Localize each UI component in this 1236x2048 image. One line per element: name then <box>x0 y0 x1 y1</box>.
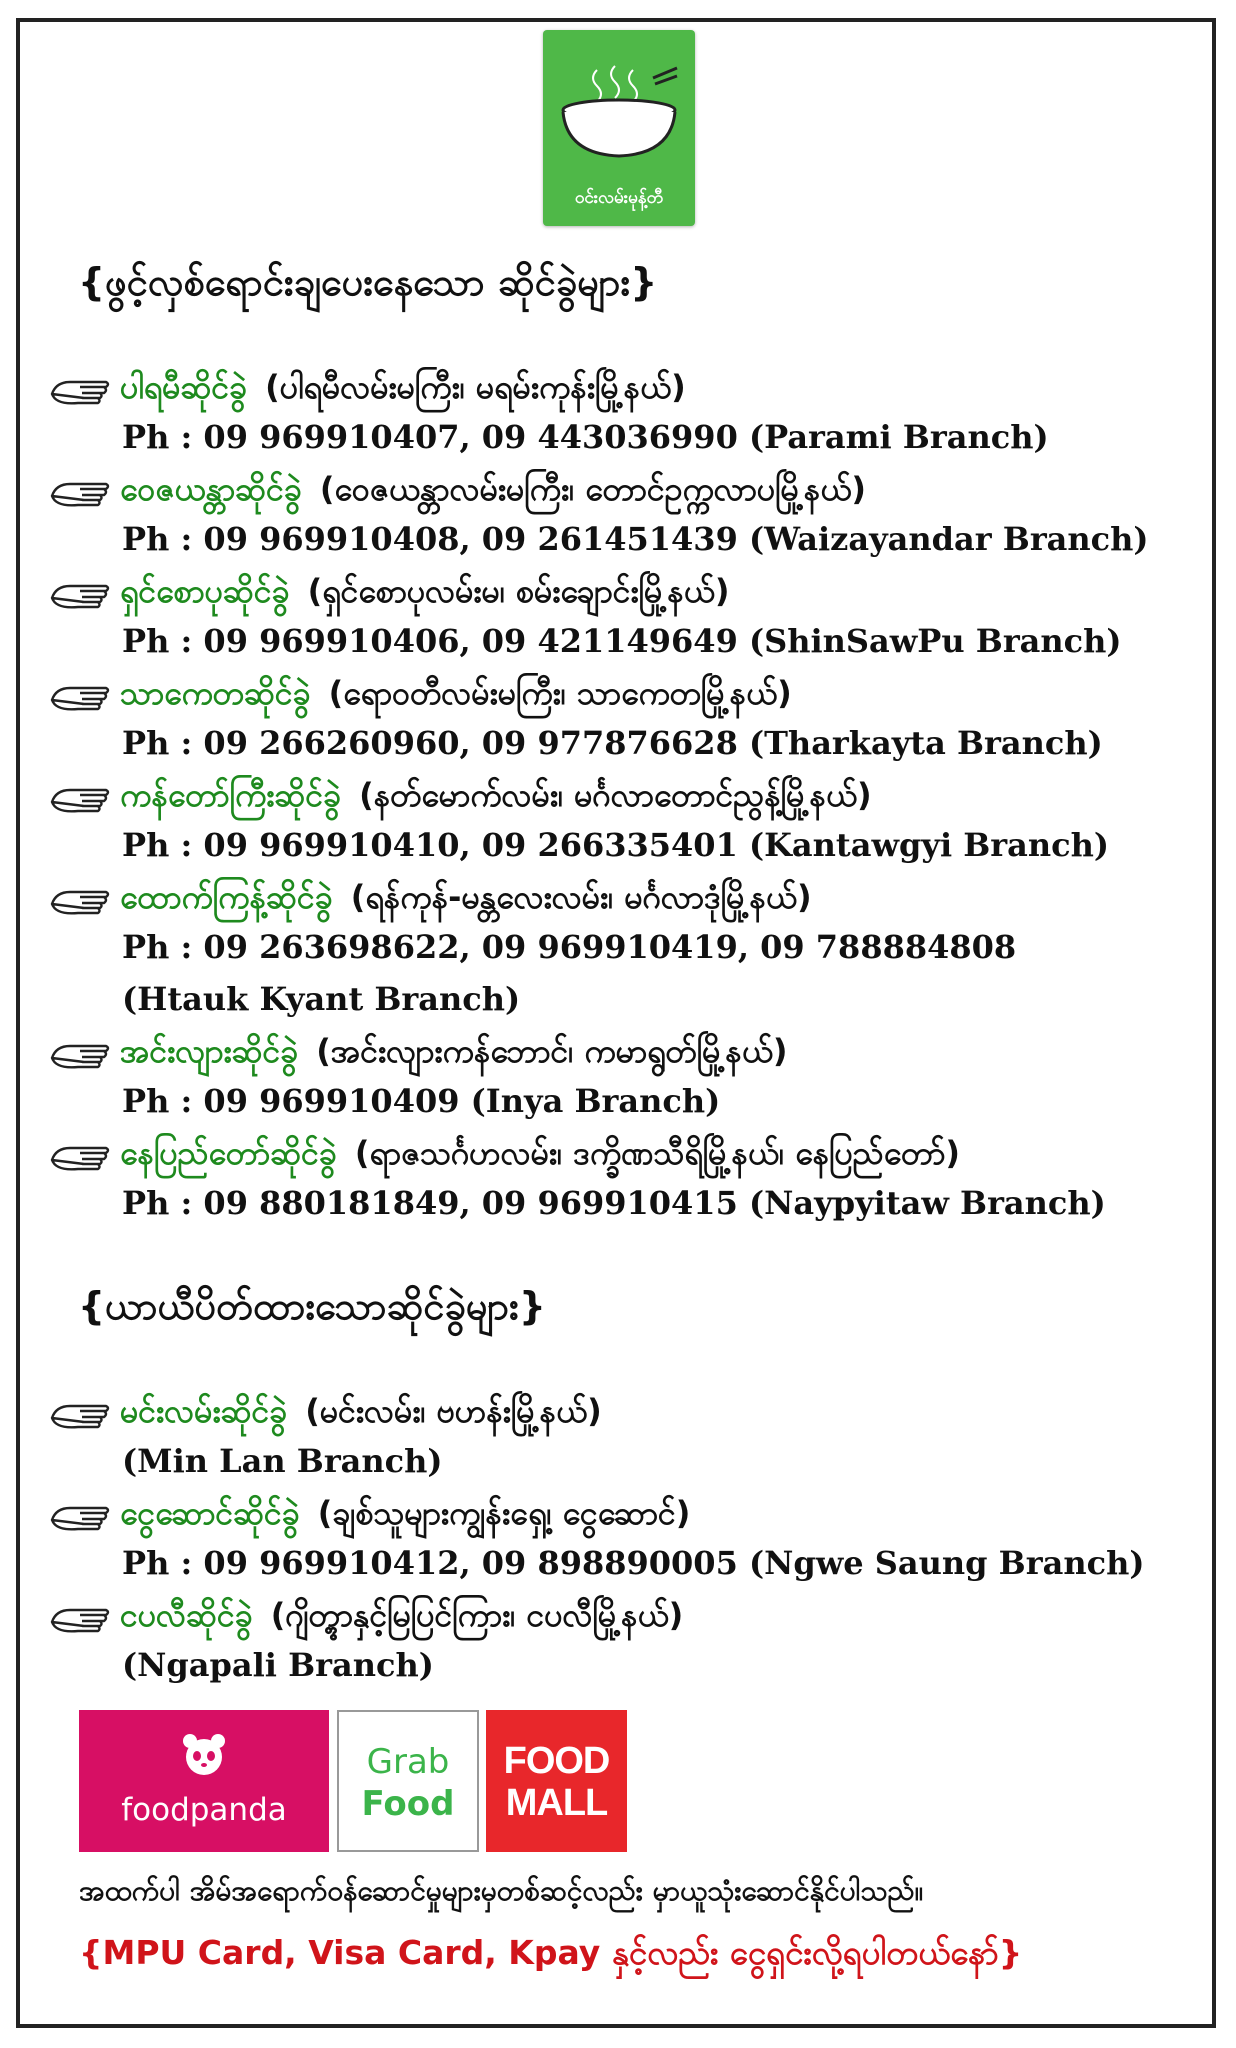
noodle-bowl-icon <box>557 60 681 160</box>
pointing-hand-icon <box>50 476 120 518</box>
branch-name: ရှင်စောပုဆိုင်ခွဲ <box>120 572 290 610</box>
payment-note: {MPU Card, Visa Card, Kpay နှင့်လည်း ငွေရှင်းလို့ရပါတယ်နော်} <box>79 1933 1023 1972</box>
pointing-hand-icon <box>50 1398 120 1440</box>
branch-address: (နတ်မောက်လမ်း၊ မင်္ဂလာတောင်ညွန့်မြို့နယ်) <box>359 776 872 814</box>
branch-phone: Ph : 09 969910407, 09 443036990 (Parami Branch) <box>122 418 1049 456</box>
branch-phone: Ph : 09 263698622, 09 969910419, 09 788884808 <box>122 928 1017 966</box>
branch-address: (ရောဝတီလမ်းမကြီး၊ သာကေတမြို့နယ်) <box>328 674 792 712</box>
branch-kantawgyi <box>50 774 872 824</box>
branch-phone: Ph : 09 969910406, 09 421149649 (ShinSawPu Branch) <box>122 622 1122 660</box>
pointing-hand-icon <box>50 680 120 722</box>
pointing-hand-icon <box>50 884 120 926</box>
branch-min-lan <box>50 1390 602 1440</box>
open-branches-heading: {ဖွင့်လှစ်ရောင်းချပေးနေသော ဆိုင်ခွဲများ} <box>78 260 658 304</box>
foodpanda-logo <box>79 1710 329 1852</box>
pointing-hand-icon <box>50 1602 120 1644</box>
branch-shinsawpu <box>50 570 729 620</box>
branch-name: သာကေတဆိုင်ခွဲ <box>120 674 311 712</box>
branch-htauk-kyant <box>50 876 812 926</box>
branch-waizayandar <box>50 468 866 518</box>
pointing-hand-icon <box>50 1500 120 1542</box>
branch-phone: Ph : 09 969910412, 09 898890005 (Ngwe Saung Branch) <box>122 1544 1145 1582</box>
foodpanda-text: foodpanda <box>121 1792 287 1828</box>
branch-address: (ရှင်စောပုလမ်းမ၊ စမ်းချောင်းမြို့နယ်) <box>307 572 730 610</box>
branch-address: (ရန်ကုန်-မန္တလေးလမ်း၊ မင်္ဂလာဒုံမြို့နယ်) <box>350 878 812 916</box>
branch-address: (ဂျိတ္တွာနှင့်မြပြင်ကြား၊ ငပလီမြို့နယ်) <box>270 1596 684 1634</box>
delivery-note: အထက်ပါ အိမ်အရောက်ဝန်ဆောင်မှုများမှတစ်ဆင့်လည်း မှာယူသုံးဆောင်နိုင်ပါသည်။ <box>79 1874 924 1907</box>
closed-branches-heading: {ယာယီပိတ်ထားသောဆိုင်ခွဲများ} <box>78 1284 546 1328</box>
branch-name: ပါရမီဆိုင်ခွဲ <box>120 368 248 406</box>
foodmall-logo <box>486 1710 627 1852</box>
branch-address: (မင်းလမ်း၊ ဗဟန်းမြို့နယ်) <box>305 1392 602 1430</box>
branch-ngapali <box>50 1594 683 1644</box>
branch-naypyitaw <box>50 1132 960 1182</box>
branch-parami <box>50 366 686 416</box>
branch-address: (အင်းလျားကန်ဘောင်၊ ကမာရွတ်မြို့နယ်) <box>316 1032 788 1070</box>
branch-tharkayta <box>50 672 792 722</box>
food-text: Food <box>361 1784 455 1824</box>
logo-text: ဝင်းလမ်းမုန့်တီ <box>574 188 664 208</box>
branch-phone: Ph : 09 969910409 (Inya Branch) <box>122 1082 721 1120</box>
pointing-hand-icon <box>50 782 120 824</box>
branch-name: နေပြည်တော်ဆိုင်ခွဲ <box>120 1134 337 1172</box>
branch-phone: Ph : 09 969910408, 09 261451439 (Waizayandar Branch) <box>122 520 1149 558</box>
branch-ngwe-saung <box>50 1492 690 1542</box>
branch-name: မင်းလမ်းဆိုင်ခွဲ <box>120 1392 288 1430</box>
branch-name: ဝေဇယန္တာဆိုင်ခွဲ <box>120 470 302 508</box>
pointing-hand-icon <box>50 578 120 620</box>
foodmall-text-top: FOOD <box>503 1740 610 1782</box>
branch-phone-continued: (Htauk Kyant Branch) <box>122 980 521 1018</box>
branch-name: ထောက်ကြန့်ဆိုင်ခွဲ <box>120 878 333 916</box>
branch-name: ကန်တော်ကြီးဆိုင်ခွဲ <box>120 776 342 814</box>
branch-address: (ပါရမီလမ်းမကြီး၊ မရမ်းကုန်းမြို့နယ်) <box>265 368 686 406</box>
panda-icon <box>181 1732 227 1778</box>
branch-inya <box>50 1030 788 1080</box>
branch-address: (ဝေဇယန္တာလမ်းမကြီး၊ တောင်ဥက္ကလာပမြို့နယ်) <box>319 470 867 508</box>
grab-text: Grab <box>366 1742 450 1782</box>
branch-phone: (Ngapali Branch) <box>122 1646 434 1684</box>
branch-name: ငွေဆောင်ဆိုင်ခွဲ <box>120 1494 300 1532</box>
pointing-hand-icon <box>50 374 120 416</box>
branch-name: အင်းလျားဆိုင်ခွဲ <box>120 1032 299 1070</box>
brand-logo <box>543 30 695 226</box>
pointing-hand-icon <box>50 1140 120 1182</box>
branch-phone: (Min Lan Branch) <box>122 1442 443 1480</box>
branch-name: ငပလီဆိုင်ခွဲ <box>120 1596 253 1634</box>
branch-phone: Ph : 09 969910410, 09 266335401 (Kantawgyi Branch) <box>122 826 1110 864</box>
branch-address: (ရာဇသင်္ဂဟလမ်း၊ ဒက္ခိဏသီရိမြို့နယ်၊ နေပြည်တော်) <box>354 1134 960 1172</box>
branch-phone: Ph : 09 266260960, 09 977876628 (Tharkayta Branch) <box>122 724 1103 762</box>
pointing-hand-icon <box>50 1038 120 1080</box>
branch-address: (ချစ်သူများကျွန်းရှေ့၊ ငွေဆောင်) <box>317 1494 691 1532</box>
grabfood-logo <box>337 1710 479 1852</box>
branch-phone: Ph : 09 880181849, 09 969910415 (Naypyitaw Branch) <box>122 1184 1106 1222</box>
foodmall-text-bottom: MALL <box>505 1782 608 1824</box>
